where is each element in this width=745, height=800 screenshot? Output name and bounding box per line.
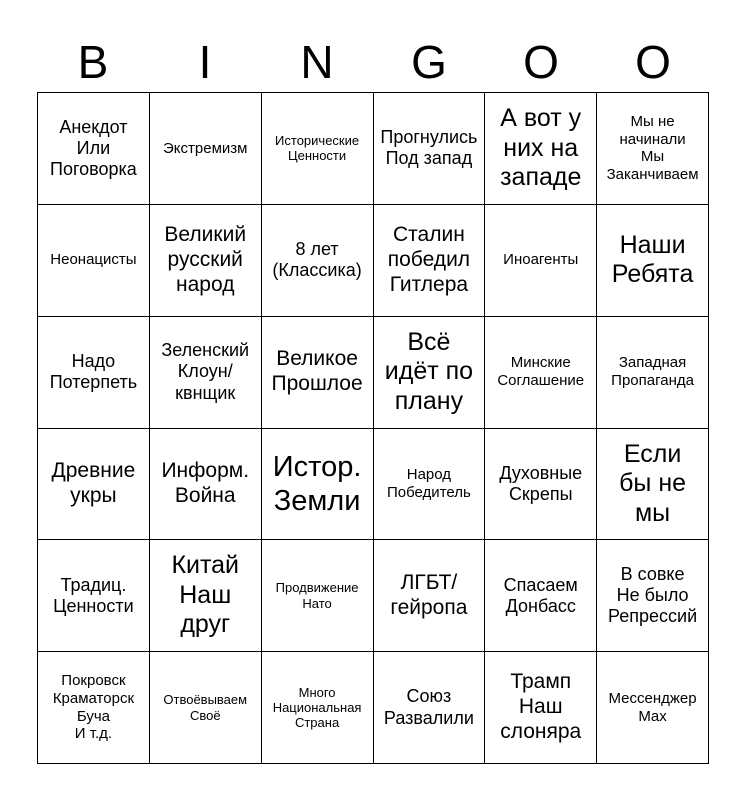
bingo-cell[interactable]: Много Национальная Страна: [262, 652, 374, 764]
header-letter-n: N: [300, 36, 334, 88]
bingo-cell[interactable]: Экстремизм: [150, 93, 262, 205]
bingo-cell[interactable]: Союз Развалили: [374, 652, 486, 764]
bingo-cell[interactable]: Продвижение Нато: [262, 540, 374, 652]
bingo-cell[interactable]: Духовные Скрепы: [485, 429, 597, 541]
bingo-cell[interactable]: 8 лет (Классика): [262, 205, 374, 317]
bingo-cell[interactable]: Надо Потерпеть: [38, 317, 150, 429]
bingo-cell[interactable]: ЛГБТ/ гейропа: [374, 540, 486, 652]
bingo-cell[interactable]: Всё идёт по плану: [374, 317, 486, 429]
bingo-cell[interactable]: Традиц. Ценности: [38, 540, 150, 652]
bingo-cell[interactable]: Исторические Ценности: [262, 93, 374, 205]
bingo-cell[interactable]: Иноагенты: [485, 205, 597, 317]
bingo-cell[interactable]: Наши Ребята: [597, 205, 709, 317]
bingo-cell[interactable]: В совке Не было Репрессий: [597, 540, 709, 652]
header-letter-o: O: [523, 36, 559, 88]
bingo-cell[interactable]: Сталин победил Гитлера: [374, 205, 486, 317]
bingo-grid: [37, 92, 709, 764]
bingo-cell[interactable]: Покровск Краматорск Буча И т.д.: [38, 652, 150, 764]
bingo-cell[interactable]: Великий русский народ: [150, 205, 262, 317]
bingo-cell[interactable]: Трамп Наш слоняра: [485, 652, 597, 764]
bingo-cell[interactable]: Минские Соглашение: [485, 317, 597, 429]
bingo-cell[interactable]: Древние укры: [38, 429, 150, 541]
bingo-cell[interactable]: Прогнулись Под запад: [374, 93, 486, 205]
bingo-cell[interactable]: Отвоёвываем Своё: [150, 652, 262, 764]
bingo-cell[interactable]: Неонацисты: [38, 205, 150, 317]
header-letter-i: I: [198, 36, 212, 88]
bingo-cell[interactable]: Истор. Земли: [262, 429, 374, 541]
header-letter-g: G: [411, 36, 447, 88]
bingo-cell[interactable]: Анекдот Или Поговорка: [38, 93, 150, 205]
bingo-cell[interactable]: А вот у них на западе: [485, 93, 597, 205]
bingo-cell[interactable]: Народ Победитель: [374, 429, 486, 541]
bingo-cell[interactable]: Зеленский Клоун/ квнщик: [150, 317, 262, 429]
bingo-cell[interactable]: Великое Прошлое: [262, 317, 374, 429]
header-letter-o-2: O: [635, 36, 671, 88]
header-letter-b: B: [77, 36, 109, 88]
bingo-header: [37, 30, 709, 94]
bingo-cell[interactable]: Мы не начинали Мы Заканчиваем: [597, 93, 709, 205]
bingo-cell[interactable]: Информ. Война: [150, 429, 262, 541]
bingo-cell[interactable]: Западная Пропаганда: [597, 317, 709, 429]
bingo-cell[interactable]: Мессенджер Max: [597, 652, 709, 764]
bingo-cell[interactable]: Спасаем Донбасс: [485, 540, 597, 652]
bingo-cell[interactable]: Китай Наш друг: [150, 540, 262, 652]
bingo-cell[interactable]: Если бы не мы: [597, 429, 709, 541]
